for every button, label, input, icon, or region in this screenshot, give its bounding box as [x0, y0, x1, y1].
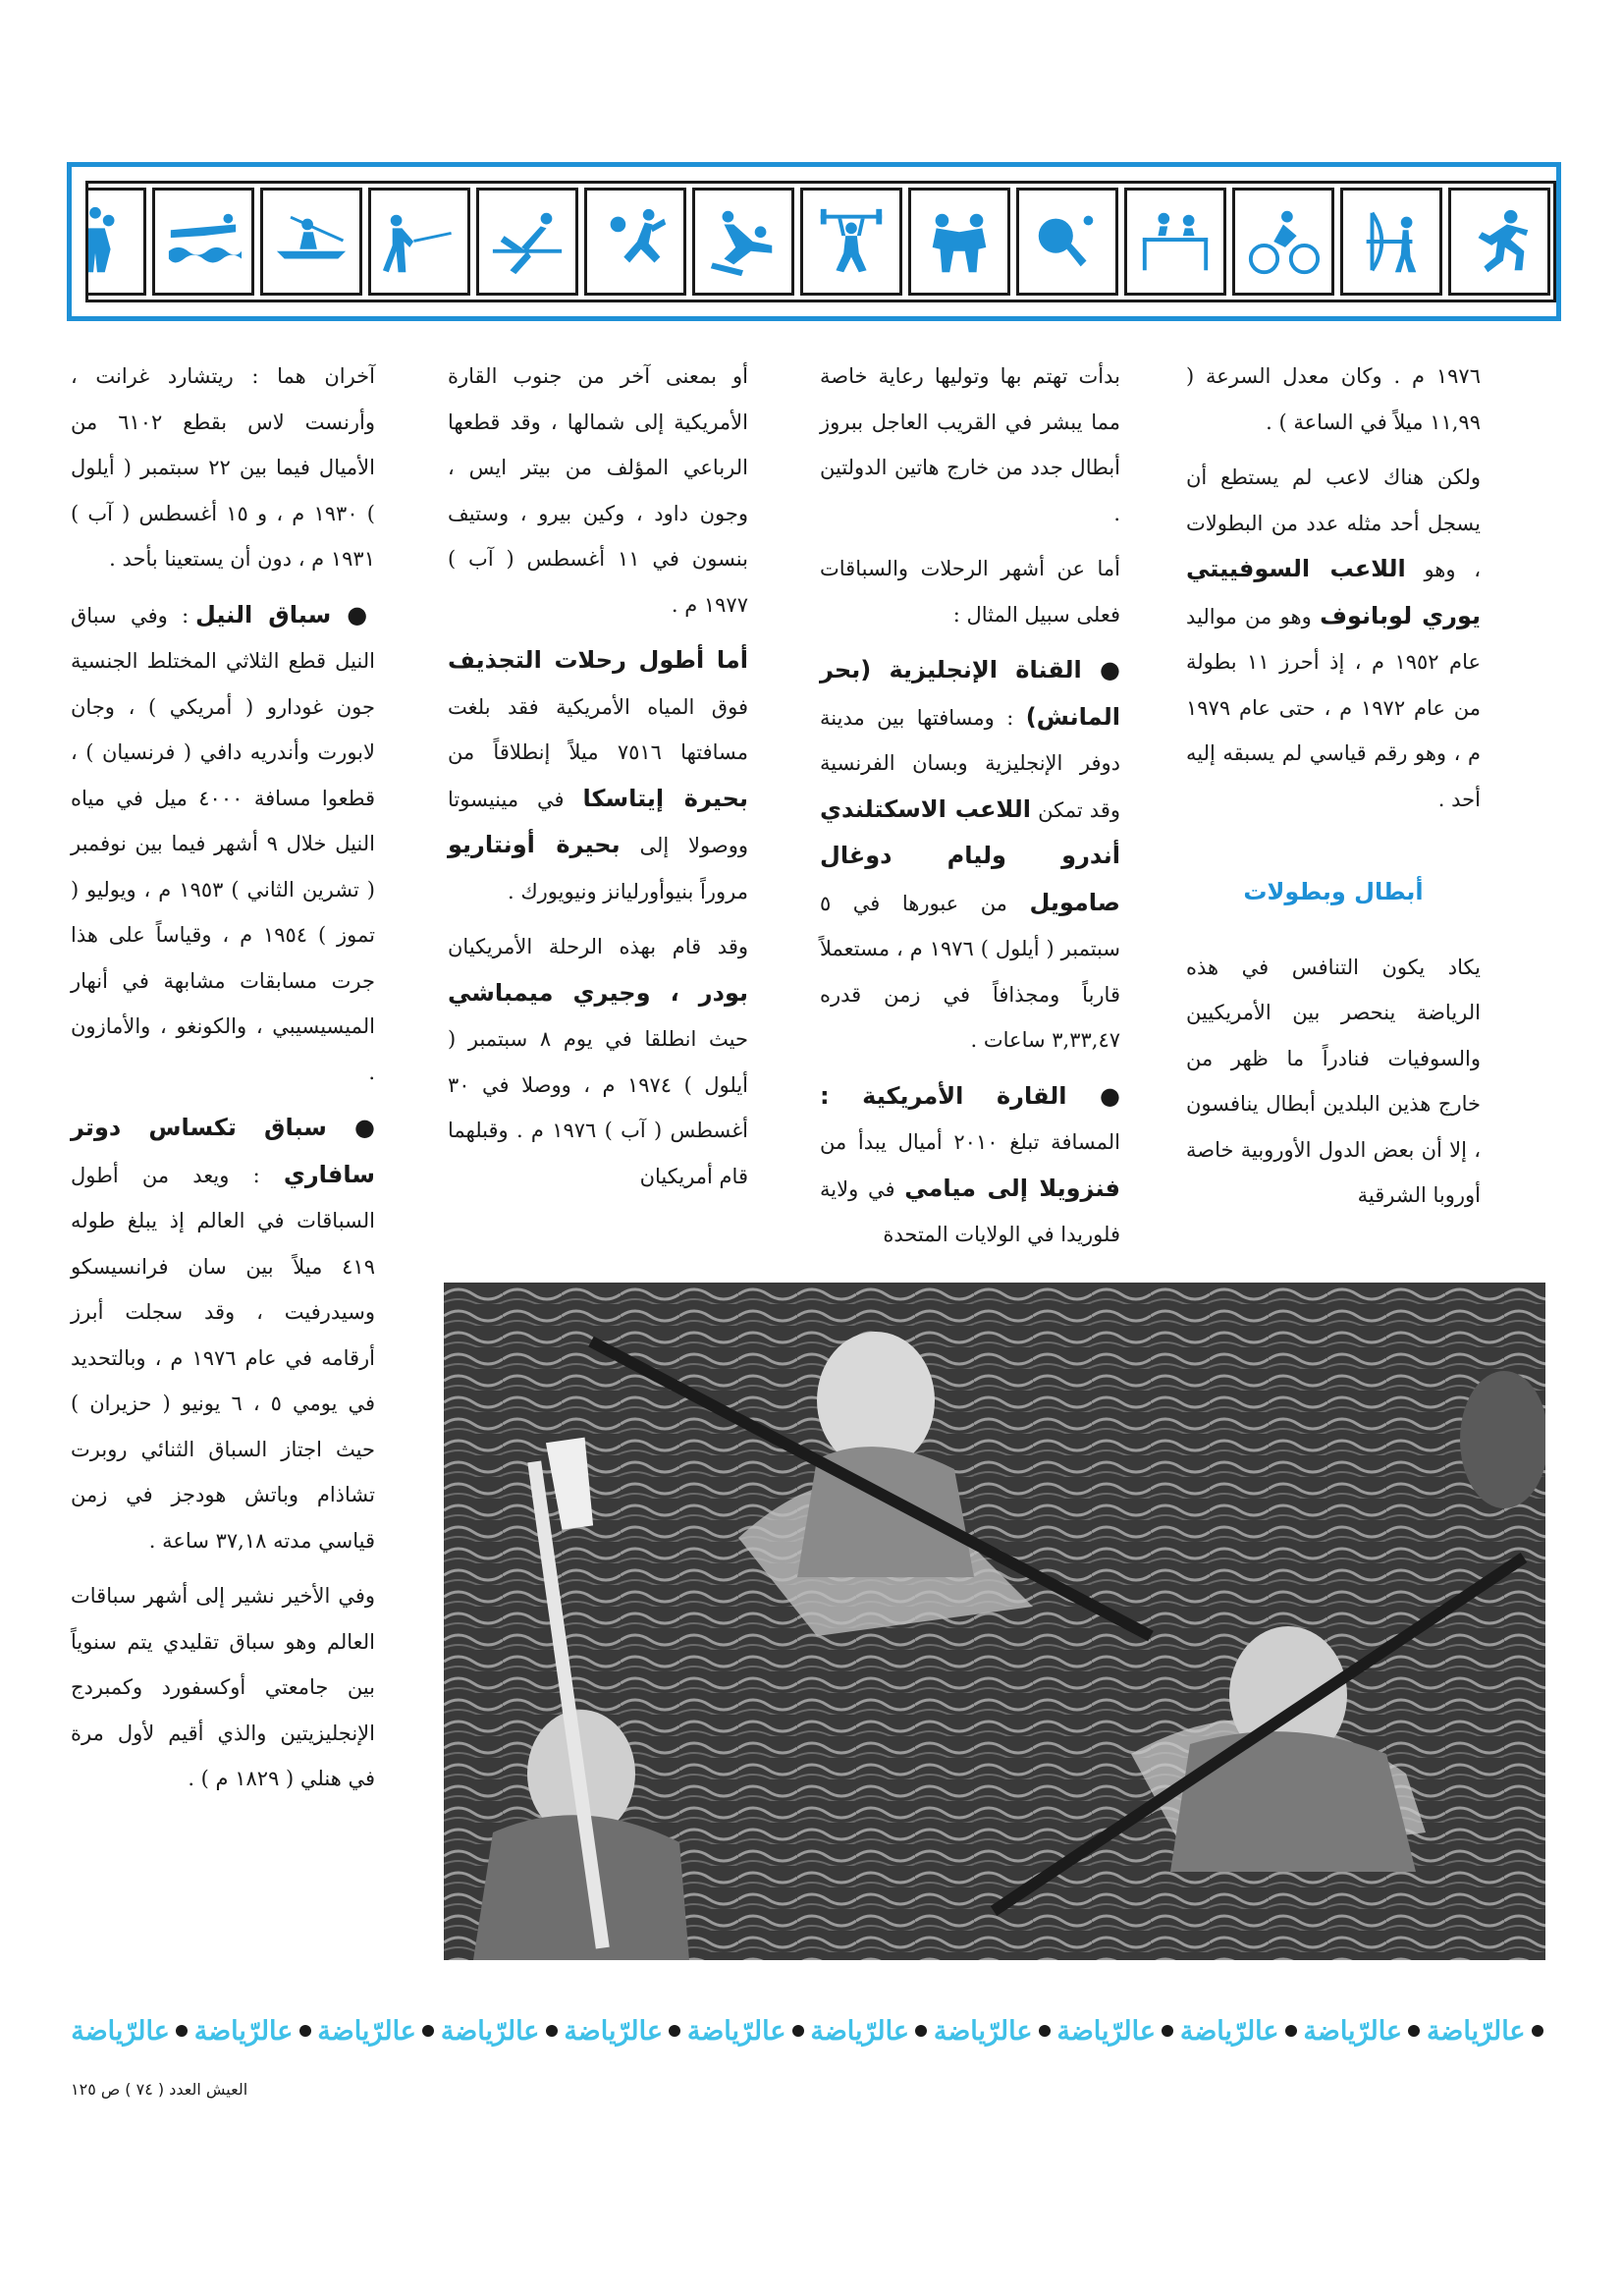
weightlifting-icon: [800, 188, 902, 296]
magazine-wordmark: عالرّياضة: [1426, 2015, 1526, 2047]
highlight-name: بحيرة إيتاسكا: [582, 784, 748, 812]
handball-icon: [584, 188, 686, 296]
paragraph: أما عن أشهر الرحلات والسباقات فعلى سبيل المثال :: [820, 557, 1120, 627]
highlight-name: اللاعب الاسكتلندي أندرو وليام دوغال صامويل: [820, 794, 1120, 916]
highlight-name: بحيرة أونتاريو: [448, 831, 621, 858]
bullet-dot: [1039, 2025, 1051, 2037]
bullet-dot: [1285, 2025, 1297, 2037]
text-column-1: [1186, 354, 1481, 1229]
bullet-dot: [792, 2025, 804, 2037]
text-column-4: [71, 354, 375, 1812]
text-column-3: [448, 354, 748, 1209]
bullet-dot: [1532, 2025, 1543, 2037]
subheading: ● سباق تكساس دوتر سافاري: [71, 1114, 375, 1188]
judo-icon: [692, 188, 794, 296]
bullet-dot: [176, 2025, 188, 2037]
swimming-icon: [152, 188, 254, 296]
rowing-icon: [260, 188, 362, 296]
volleyball-icon: [1124, 188, 1226, 296]
bullet-dot: [1162, 2025, 1173, 2037]
bullet-dot: [299, 2025, 311, 2037]
paragraph: ١٩٧٦ م . وكان معدل السرعة ( ١١,٩٩ ميلاً في الساعة ) .: [1186, 364, 1481, 434]
subheading: ● القناة الإنجليزية (بحر المانش): [820, 656, 1120, 731]
kayak-illustration: [444, 1283, 1545, 1960]
table-tennis-icon: [1016, 188, 1118, 296]
paragraph: أما أطول رحلات التجذيف فوق المياه الأمريكية فقد بلغت مسافتها ٧٥١٦ ميلاً إنطلاقاً من بحيرة إيتاسكا في مينيسوتا ووصولا إلى بحيرة أونتاريو مروراً بنيوأورليانز ونيويورك .: [448, 646, 749, 903]
magazine-wordmark: عالرّياضة: [810, 2015, 909, 2047]
footer-magazine-strip: [71, 2003, 1543, 2058]
highlight-name: فنزويلا إلى ميامي: [904, 1174, 1120, 1202]
magazine-wordmark: عالرّياضة: [1179, 2015, 1279, 2047]
highlight-name: بودر ، وجيري ميمباشي: [448, 978, 748, 1007]
subheading: ● القارة الأمريكية :: [820, 1081, 1120, 1110]
paragraph: ● سباق تكساس دوتر سافاري : ويعد من أطول السباقات في العالم إذ يبلغ طوله ٤١٩ ميلاً بين سان فرانسيسكو وسيدرفيت ، وقد سجلت أبرز أرقامه في عام ١٩٧٦ م ، وبالتحديد في يومي ٥ ، ٦ يونيو ( حزيران ) حيث اجتاز السباق الثنائي روبرت تشاذام وباتش هودجز في زمن قياسي مدته ٣٧,١٨ ساعة .: [71, 1114, 376, 1553]
subheading: أما أطول رحلات التجذيف: [448, 646, 748, 674]
magazine-wordmark: عالرّياضة: [71, 2015, 170, 2047]
basketball-icon: [85, 188, 146, 296]
subheading: ● سباق النيل: [194, 600, 375, 629]
cycling-icon: [1232, 188, 1334, 296]
paragraph: ● سباق النيل : وفي سباق النيل قطع الثلاثي المختلط الجنسية جون غودارو ( أمريكي ) ، وجان لابورت وأندريه دافي ( فرنسيان ) ، قطعوا مسافة ٤٠٠٠ ميل في مياه النيل خلال ٩ أشهر فيما بين نوفمبر ( تشرين الثاني ) ١٩٥٣ م ، ويوليو ( تموز ) ١٩٥٤ م ، وقياساً على هذا جرت مسابقات مشابهة في أنهار الميسيسيبي ، والكونغو ، والأمازون .: [71, 600, 376, 1084]
magazine-wordmark: عالرّياضة: [933, 2015, 1033, 2047]
paragraph: وقد قام بهذه الرحلة الأمريكيان بودر ، وجيري ميمباشي حيث انطلقا في يوم ٨ سبتمبر ( أيلول ) ١٩٧٤ م ، ووصلا في ٣٠ أغسطس ( آب ) ١٩٧٦ م . وقبلهما قام أمريكيان: [448, 935, 749, 1188]
paragraph: وفي الأخير نشير إلى أشهر سباقات العالم وهو سباق تقليدي يتم سنوياً بين جامعتي أوكسفورد وكمبردج الإنجليزيتين والذي أقيم لأول مرة في هنلي ( ١٨٢٩ م ) .: [71, 1584, 375, 1790]
magazine-wordmark: عالرّياضة: [317, 2015, 416, 2047]
page-reference: العيش العدد ( ٧٤ ) ص ١٢٥: [71, 2080, 248, 2099]
bullet-dot: [915, 2025, 927, 2037]
magazine-wordmark: عالرّياضة: [564, 2015, 663, 2047]
archery-icon: [1340, 188, 1442, 296]
text-column-2: [820, 354, 1120, 1268]
pictogram-row: [85, 181, 1556, 302]
paragraph: يكاد يكون التنافس في هذه الرياضة ينحصر بين الأمريكيين والسوفيات فنادراً ما ظهر من خارج هذين البلدين أبطال ينافسون ، إلا أن بعض الدول الأوروبية خاصة أوروبا الشرقية: [1186, 955, 1481, 1207]
bullet-dot: [546, 2025, 558, 2037]
magazine-wordmark: عالرّياضة: [686, 2015, 786, 2047]
highlight-name: اللاعب السوفييتي يوري لوبانوف: [1186, 555, 1482, 629]
paragraph: ● القارة الأمريكية : المسافة تبلغ ٢٠١٠ أميال يبدأ من فنزويلا إلى ميامي في ولاية فلوريدا في الولايات المتحدة: [820, 1081, 1120, 1246]
bullet-dot: [422, 2025, 434, 2037]
athletics-icon: [1448, 188, 1550, 296]
magazine-wordmark: عالرّياضة: [440, 2015, 540, 2047]
bullet-dot: [669, 2025, 680, 2037]
sports-pictogram-banner: [67, 162, 1561, 321]
paragraph: آخران هما : ريتشارد غرانت ، وأرنست لاس بقطع ٦١٠٢ من الأميال فيما بين ٢٢ سبتمبر ( أيلول ) ١٩٣٠ م ، و ١٥ أغسطس ( آب ) ١٩٣١ م ، دون أن يستعينا بأحد .: [71, 364, 376, 571]
magazine-wordmark: عالرّياضة: [1056, 2015, 1156, 2047]
section-title: أبطال وبطولات: [1243, 878, 1424, 905]
paragraph: بدأت تهتم بها وتوليها رعاية خاصة مما يبشر في القريب العاجل ببروز أبطال جدد من خارج هاتين الدولتين .: [820, 364, 1120, 525]
gymnastics-icon: [476, 188, 578, 296]
paragraph: أو بمعنى آخر من جنوب القارة الأمريكية إلى شمالها ، وقد قطعها الرباعي المؤلف من بيتر ايس ، وجون داود ، وكين بيرو ، وستيف بنسون في ١١ أغسطس ( آب ) ١٩٧٧ م .: [448, 364, 748, 617]
kayak-race-photo: [444, 1283, 1545, 1960]
paragraph: ولكن هناك لاعب لم يستطع أن يسجل أحد مثله عدد من البطولات ، وهو اللاعب السوفييتي يوري لوبانوف وهو من مواليد عام ١٩٥٢ م ، إذ أحرز ١١ بطولة من عام ١٩٧٢ م ، حتى عام ١٩٧٩ م ، وهو رقم قياسي لم يسبقه إليه أحد .: [1186, 465, 1482, 811]
paragraph: ● القناة الإنجليزية (بحر المانش) : ومسافتها بين مدينة دوفر الإنجليزية وبسان الفرنسية وقد تمكن اللاعب الاسكتلندي أندرو وليام دوغال صامويل من عبورها في ٥ سبتمبر ( أيلول ) ١٩٧٦ م ، مستعملاً قارباً ومجذافاً في زمن قدره ٣,٣٣,٤٧ ساعات .: [820, 656, 1121, 1052]
magazine-wordmark: عالرّياضة: [193, 2015, 294, 2047]
magazine-wordmark: عالرّياضة: [1303, 2015, 1403, 2047]
wrestling-icon: [908, 188, 1010, 296]
fencing-icon: [368, 188, 470, 296]
bullet-dot: [1408, 2025, 1420, 2037]
